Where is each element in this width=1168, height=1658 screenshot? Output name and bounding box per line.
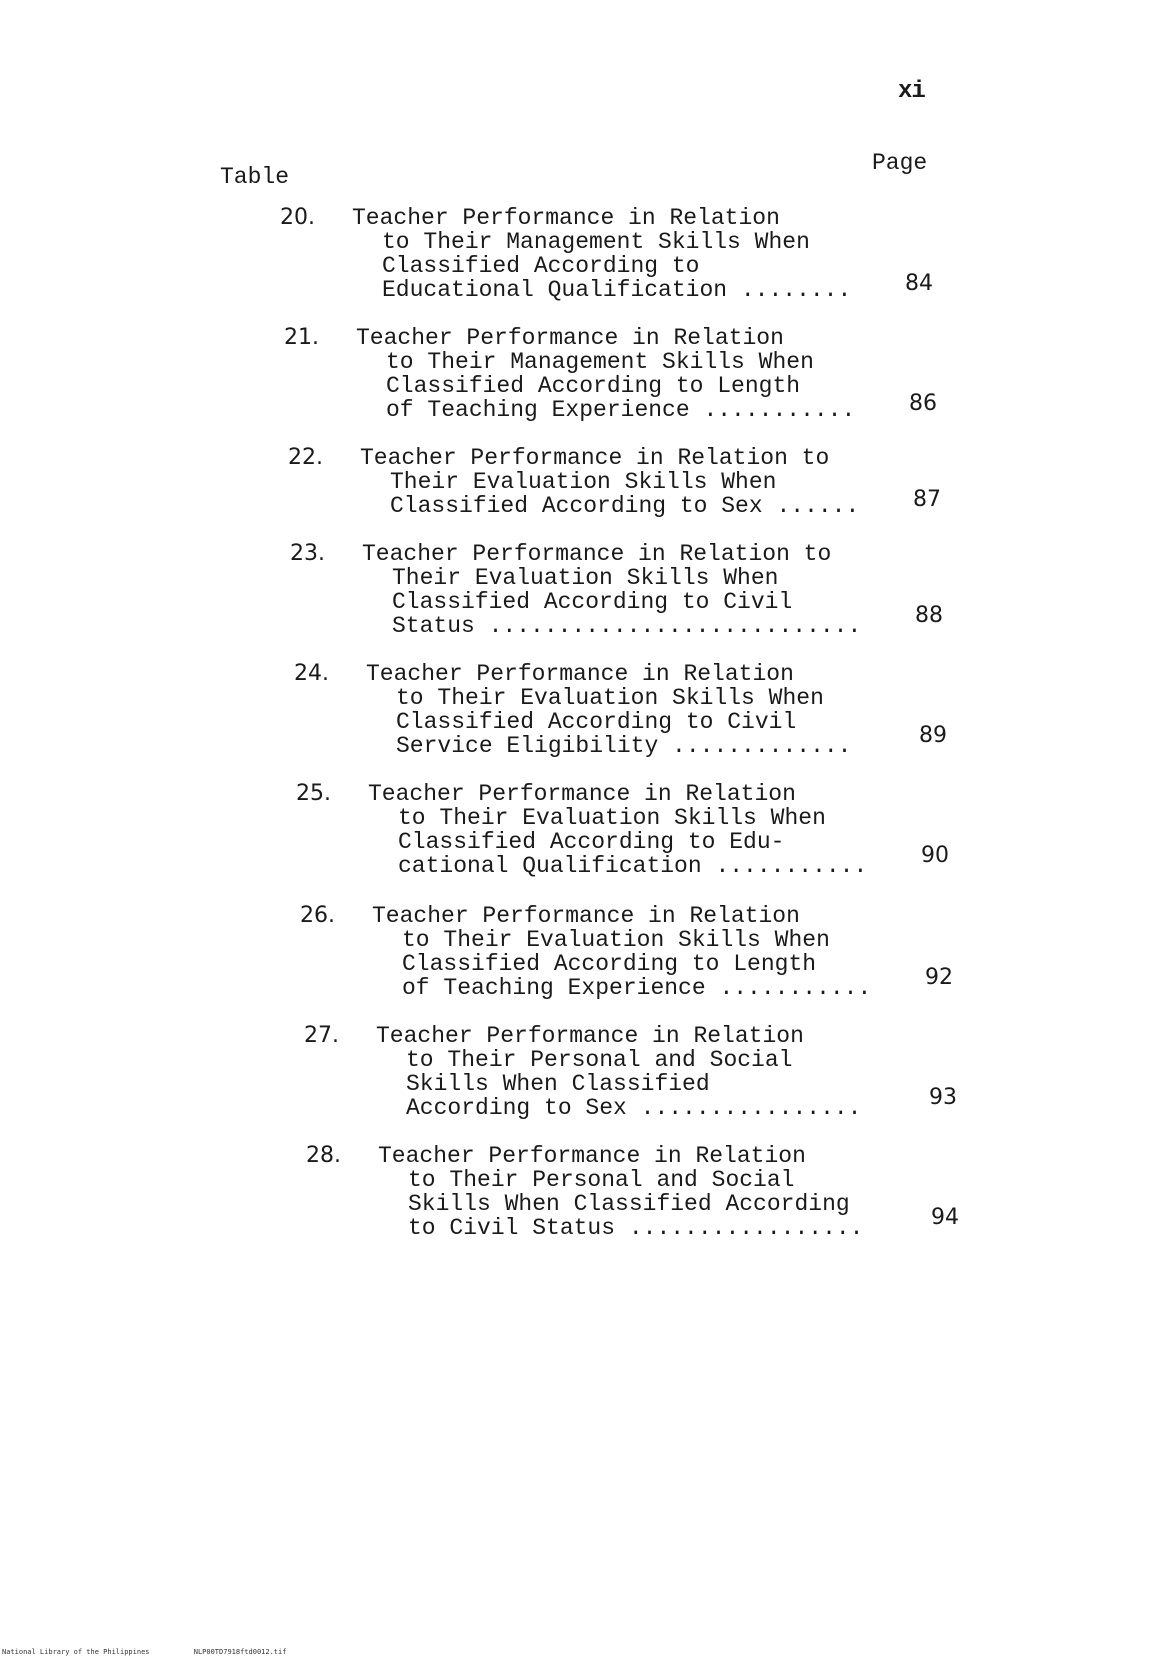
table-number: 22.	[288, 445, 323, 470]
table-number: 24.	[294, 661, 329, 686]
title-line: Their Evaluation Skills When	[392, 565, 779, 591]
scan-footer	[2, 1648, 326, 1656]
title-line: Classified According to Civil	[396, 709, 797, 735]
footer-file: NLP00TD7918ftd0012.tif	[193, 1648, 287, 1656]
page-ref: 93	[929, 1085, 957, 1110]
title-line: to Civil Status .................	[408, 1215, 864, 1241]
table-title	[352, 206, 892, 302]
table-title	[372, 904, 912, 1000]
page-ref: 94	[931, 1205, 959, 1230]
title-line: Skills When Classified According	[408, 1191, 850, 1217]
page-ref: 87	[913, 487, 941, 512]
page-number: xi	[898, 78, 925, 105]
title-line: of Teaching Experience ...........	[402, 975, 872, 1001]
table-title	[360, 446, 900, 518]
table-number: 23.	[290, 541, 325, 566]
title-line: Status ...........................	[392, 613, 862, 639]
title-line: Classified According to	[382, 253, 700, 279]
page-ref: 86	[909, 391, 937, 416]
title-line: to Their Management Skills When	[386, 349, 814, 375]
title-line: Their Evaluation Skills When	[390, 469, 777, 495]
page-column-heading: Page	[872, 150, 928, 176]
title-line: to Their Management Skills When	[382, 229, 810, 255]
title-line: Teacher Performance in Relation	[378, 1143, 806, 1169]
table-number: 20.	[280, 205, 315, 230]
title-line: cational Qualification ...........	[398, 853, 868, 879]
page-ref: 89	[919, 723, 947, 748]
title-line: Teacher Performance in Relation	[372, 903, 800, 929]
title-line: to Their Evaluation Skills When	[398, 805, 826, 831]
title-line: Classified According to Length	[386, 373, 801, 399]
title-line: Teacher Performance in Relation to	[362, 541, 832, 567]
title-line: of Teaching Experience ...........	[386, 397, 856, 423]
table-number: 27.	[304, 1023, 339, 1048]
title-line: Teacher Performance in Relation	[368, 781, 796, 807]
title-line: to Their Personal and Social	[406, 1047, 793, 1073]
table-title	[366, 662, 906, 758]
table-number: 25.	[296, 781, 331, 806]
table-column-heading: Table	[220, 164, 290, 190]
title-line: Classified According to Edu-	[398, 829, 785, 855]
page-ref: 84	[905, 271, 933, 296]
title-line: Teacher Performance in Relation	[352, 205, 780, 231]
title-line: to Their Evaluation Skills When	[396, 685, 824, 711]
table-title	[356, 326, 896, 422]
page-ref: 88	[915, 603, 943, 628]
title-line: Skills When Classified	[406, 1071, 710, 1097]
title-line: According to Sex ................	[406, 1095, 862, 1121]
table-title	[362, 542, 902, 638]
title-line: Classified According to Length	[402, 951, 817, 977]
title-line: Teacher Performance in Relation	[376, 1023, 804, 1049]
title-line: Service Eligibility .............	[396, 733, 852, 759]
title-line: Teacher Performance in Relation	[366, 661, 794, 687]
title-line: Educational Qualification ........	[382, 277, 852, 303]
title-line: Teacher Performance in Relation to	[360, 445, 830, 471]
table-title	[368, 782, 908, 878]
title-line: Classified According to Civil	[392, 589, 793, 615]
title-line: Teacher Performance in Relation	[356, 325, 784, 351]
table-number: 26.	[300, 903, 335, 928]
table-title	[376, 1024, 916, 1120]
table-title	[378, 1144, 918, 1240]
footer-library: National Library of the Philippines	[2, 1648, 150, 1656]
title-line: Classified According to Sex ......	[390, 493, 860, 519]
title-line: to Their Evaluation Skills When	[402, 927, 830, 953]
page-ref: 92	[925, 965, 953, 990]
table-number: 28.	[306, 1143, 341, 1168]
table-number: 21.	[284, 325, 319, 350]
title-line: to Their Personal and Social	[408, 1167, 795, 1193]
page-ref: 90	[921, 843, 949, 868]
